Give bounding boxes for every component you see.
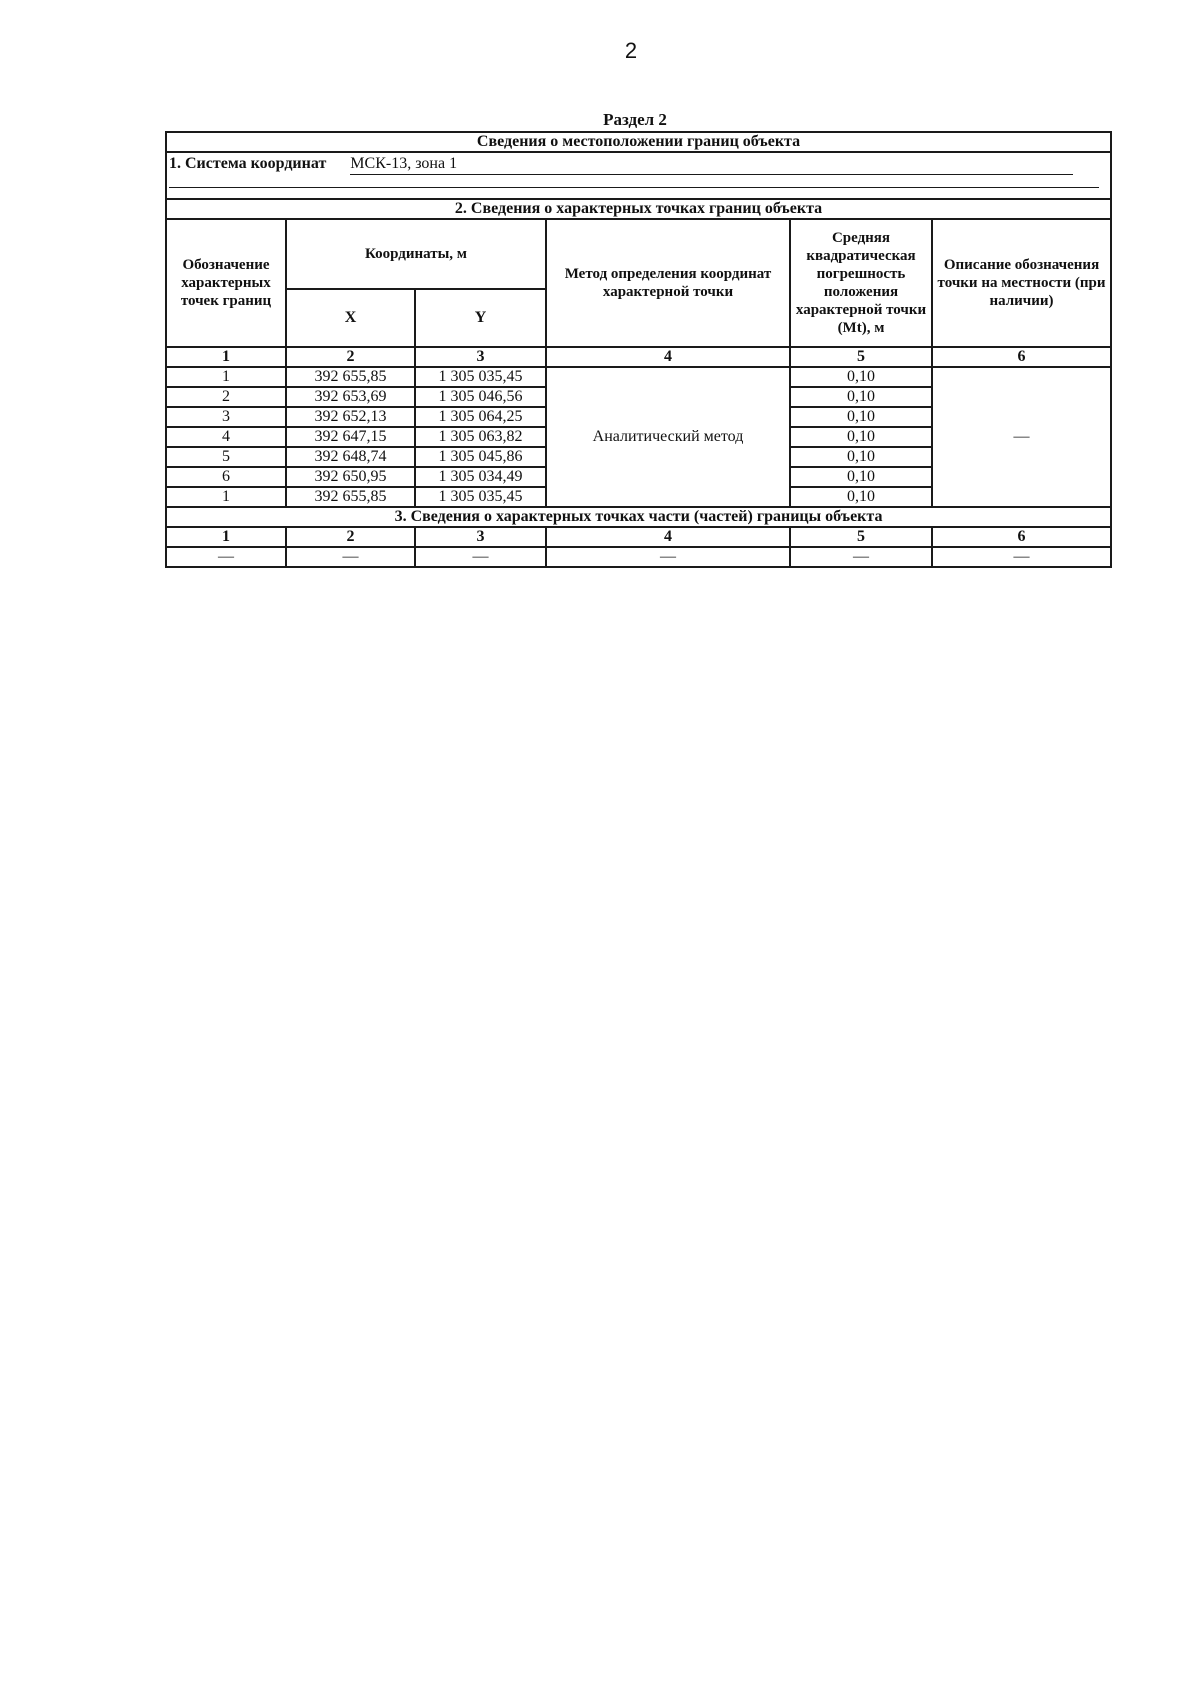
coordinate-x: 392 650,95 bbox=[286, 467, 415, 487]
empty-dash: — bbox=[166, 547, 286, 567]
blank-row bbox=[166, 176, 1111, 199]
mt-value: 0,10 bbox=[790, 367, 932, 387]
coordinate-x: 392 647,15 bbox=[286, 427, 415, 447]
point-number: 5 bbox=[166, 447, 286, 467]
column-number: 4 bbox=[546, 527, 790, 547]
page-number: 2 bbox=[624, 38, 638, 63]
coordinate-y: 1 305 046,56 bbox=[415, 387, 546, 407]
header-coordinates: Координаты, м bbox=[286, 219, 546, 289]
coordinate-x: 392 653,69 bbox=[286, 387, 415, 407]
coordinate-y: 1 305 034,49 bbox=[415, 467, 546, 487]
column-number: 3 bbox=[415, 347, 546, 367]
coordinate-x: 392 648,74 bbox=[286, 447, 415, 467]
empty-dash: — bbox=[286, 547, 415, 567]
blank-underline bbox=[169, 187, 1099, 188]
boundary-table bbox=[165, 131, 1112, 568]
header-description: Описание обозначения точки на местности (при наличии) bbox=[932, 219, 1111, 347]
point-number: 6 bbox=[166, 467, 286, 487]
header-x: X bbox=[286, 289, 415, 347]
points-section-title-row bbox=[166, 199, 1111, 219]
description-value: — bbox=[932, 367, 1111, 507]
coordinate-x: 392 652,13 bbox=[286, 407, 415, 427]
header-point-label: Обозначение характерных точек границ bbox=[166, 219, 286, 347]
empty-dash: — bbox=[932, 547, 1111, 567]
mt-value: 0,10 bbox=[790, 467, 932, 487]
points-section-title: 2. Сведения о характерных точках границ объекта bbox=[166, 199, 1111, 219]
column-number: 6 bbox=[932, 527, 1111, 547]
coordinate-x: 392 655,85 bbox=[286, 367, 415, 387]
coordinate-system-value: МСК-13, зона 1 bbox=[350, 154, 1073, 175]
mt-value: 0,10 bbox=[790, 447, 932, 467]
coordinate-x: 392 655,85 bbox=[286, 487, 415, 507]
mt-value: 0,10 bbox=[790, 487, 932, 507]
blank-cell bbox=[166, 176, 1111, 199]
section-title: Раздел 2 bbox=[603, 110, 667, 129]
parts-section-title: 3. Сведения о характерных точках части (частей) границы объекта bbox=[166, 507, 1111, 527]
empty-dash: — bbox=[546, 547, 790, 567]
coordinate-y: 1 305 045,86 bbox=[415, 447, 546, 467]
mt-value: 0,10 bbox=[790, 427, 932, 447]
boundary-location-title: Сведения о местоположении границ объекта bbox=[166, 132, 1111, 152]
coordinate-system-label: 1. Система координат bbox=[169, 155, 327, 172]
parts-column-numbers-row bbox=[166, 527, 1111, 547]
points-column-numbers-row bbox=[166, 347, 1111, 367]
column-number: 4 bbox=[546, 347, 790, 367]
column-number: 6 bbox=[932, 347, 1111, 367]
header-error: Средняя квадратическая погрешность положения характерной точки (Mt), м bbox=[790, 219, 932, 347]
empty-dash: — bbox=[790, 547, 932, 567]
point-number: 2 bbox=[166, 387, 286, 407]
table-row bbox=[166, 367, 1111, 387]
method-value: Аналитический метод bbox=[546, 367, 790, 507]
column-number: 2 bbox=[286, 527, 415, 547]
point-number: 1 bbox=[166, 487, 286, 507]
mt-value: 0,10 bbox=[790, 407, 932, 427]
column-number: 3 bbox=[415, 527, 546, 547]
empty-dash: — bbox=[415, 547, 546, 567]
coordinate-y: 1 305 064,25 bbox=[415, 407, 546, 427]
points-header-row-1 bbox=[166, 219, 1111, 289]
coordinate-y: 1 305 035,45 bbox=[415, 367, 546, 387]
coordinate-y: 1 305 063,82 bbox=[415, 427, 546, 447]
parts-empty-row bbox=[166, 547, 1111, 567]
mt-value: 0,10 bbox=[790, 387, 932, 407]
point-number: 4 bbox=[166, 427, 286, 447]
coordinate-y: 1 305 035,45 bbox=[415, 487, 546, 507]
boundary-location-title-row bbox=[166, 132, 1111, 152]
column-number: 5 bbox=[790, 347, 932, 367]
coordinate-system-cell bbox=[166, 152, 1111, 176]
point-number: 1 bbox=[166, 367, 286, 387]
parts-section-title-row bbox=[166, 507, 1111, 527]
point-number: 3 bbox=[166, 407, 286, 427]
coordinate-system-row bbox=[166, 152, 1111, 176]
column-number: 5 bbox=[790, 527, 932, 547]
column-number: 2 bbox=[286, 347, 415, 367]
column-number: 1 bbox=[166, 347, 286, 367]
header-y: Y bbox=[415, 289, 546, 347]
header-method: Метод определения координат характерной точки bbox=[546, 219, 790, 347]
column-number: 1 bbox=[166, 527, 286, 547]
